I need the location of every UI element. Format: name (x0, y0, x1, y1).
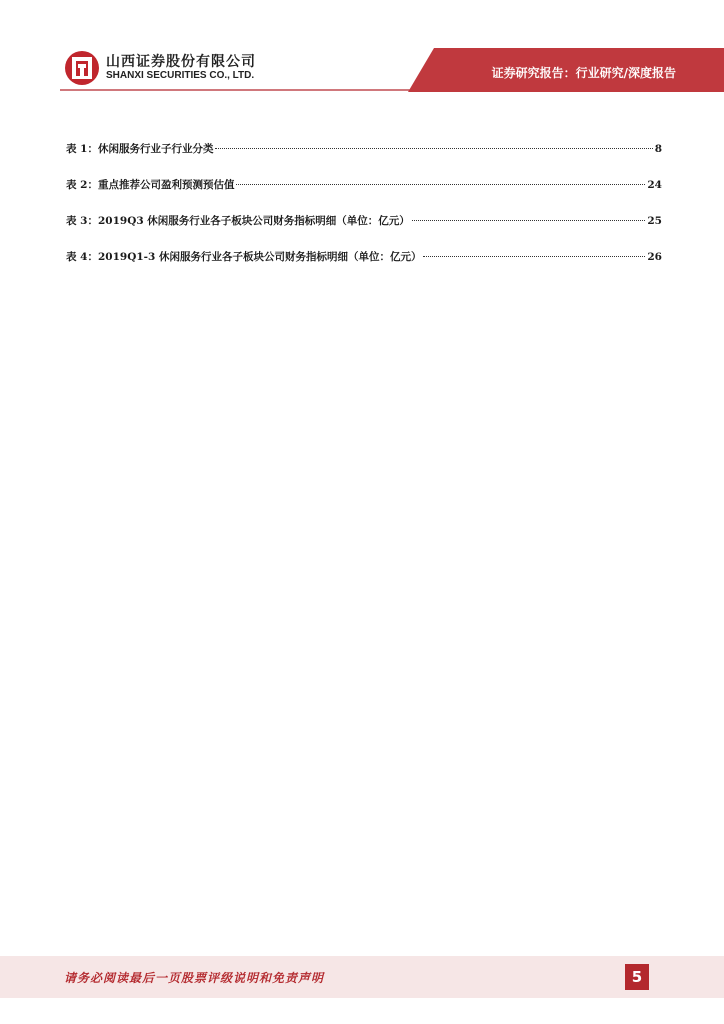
table-of-tables (66, 141, 662, 285)
disclaimer-text: 请务必阅读最后一页股票评级说明和免责声明 (64, 971, 325, 985)
page-footer (0, 956, 724, 998)
toc-entry-title: 休闲服务行业子行业分类 (97, 143, 214, 155)
toc-entry[interactable] (66, 213, 662, 249)
company-name-cn: 山西证券股份有限公司 (106, 54, 256, 70)
toc-entry-label: 表 4： (66, 251, 98, 263)
toc-entry-label: 表 1： (66, 143, 98, 155)
toc-entry-label: 表 3： (66, 215, 98, 227)
toc-entry-label: 表 2： (66, 179, 98, 191)
toc-entry[interactable] (66, 249, 662, 285)
toc-entry-page: 24 (647, 179, 662, 191)
toc-leader-dots (215, 148, 652, 149)
toc-leader-dots (236, 184, 645, 185)
toc-entry-page: 8 (654, 143, 662, 155)
toc-entry[interactable] (66, 141, 662, 177)
toc-entry-page: 25 (647, 215, 662, 227)
report-type-label: 证券研究报告：行业研究/深度报告 (491, 66, 676, 80)
toc-entry-title: 2019Q3 休闲服务行业各子板块公司财务指标明细（单位：亿元） (97, 215, 410, 227)
shanxi-securities-logo-icon (64, 50, 100, 86)
toc-entry-title: 2019Q1-3 休闲服务行业各子板块公司财务指标明细（单位：亿元） (97, 251, 422, 263)
toc-leader-dots (423, 256, 645, 257)
toc-entry[interactable] (66, 177, 662, 213)
toc-leader-dots (412, 220, 646, 221)
page-number: 5 (625, 964, 649, 990)
company-name-en: SHANXI SECURITIES CO., LTD. (106, 70, 255, 81)
header-band (0, 0, 724, 100)
toc-entry-page: 26 (647, 251, 662, 263)
toc-entry-title: 重点推荐公司盈利预测预估值 (97, 179, 235, 191)
page-header (0, 0, 724, 100)
